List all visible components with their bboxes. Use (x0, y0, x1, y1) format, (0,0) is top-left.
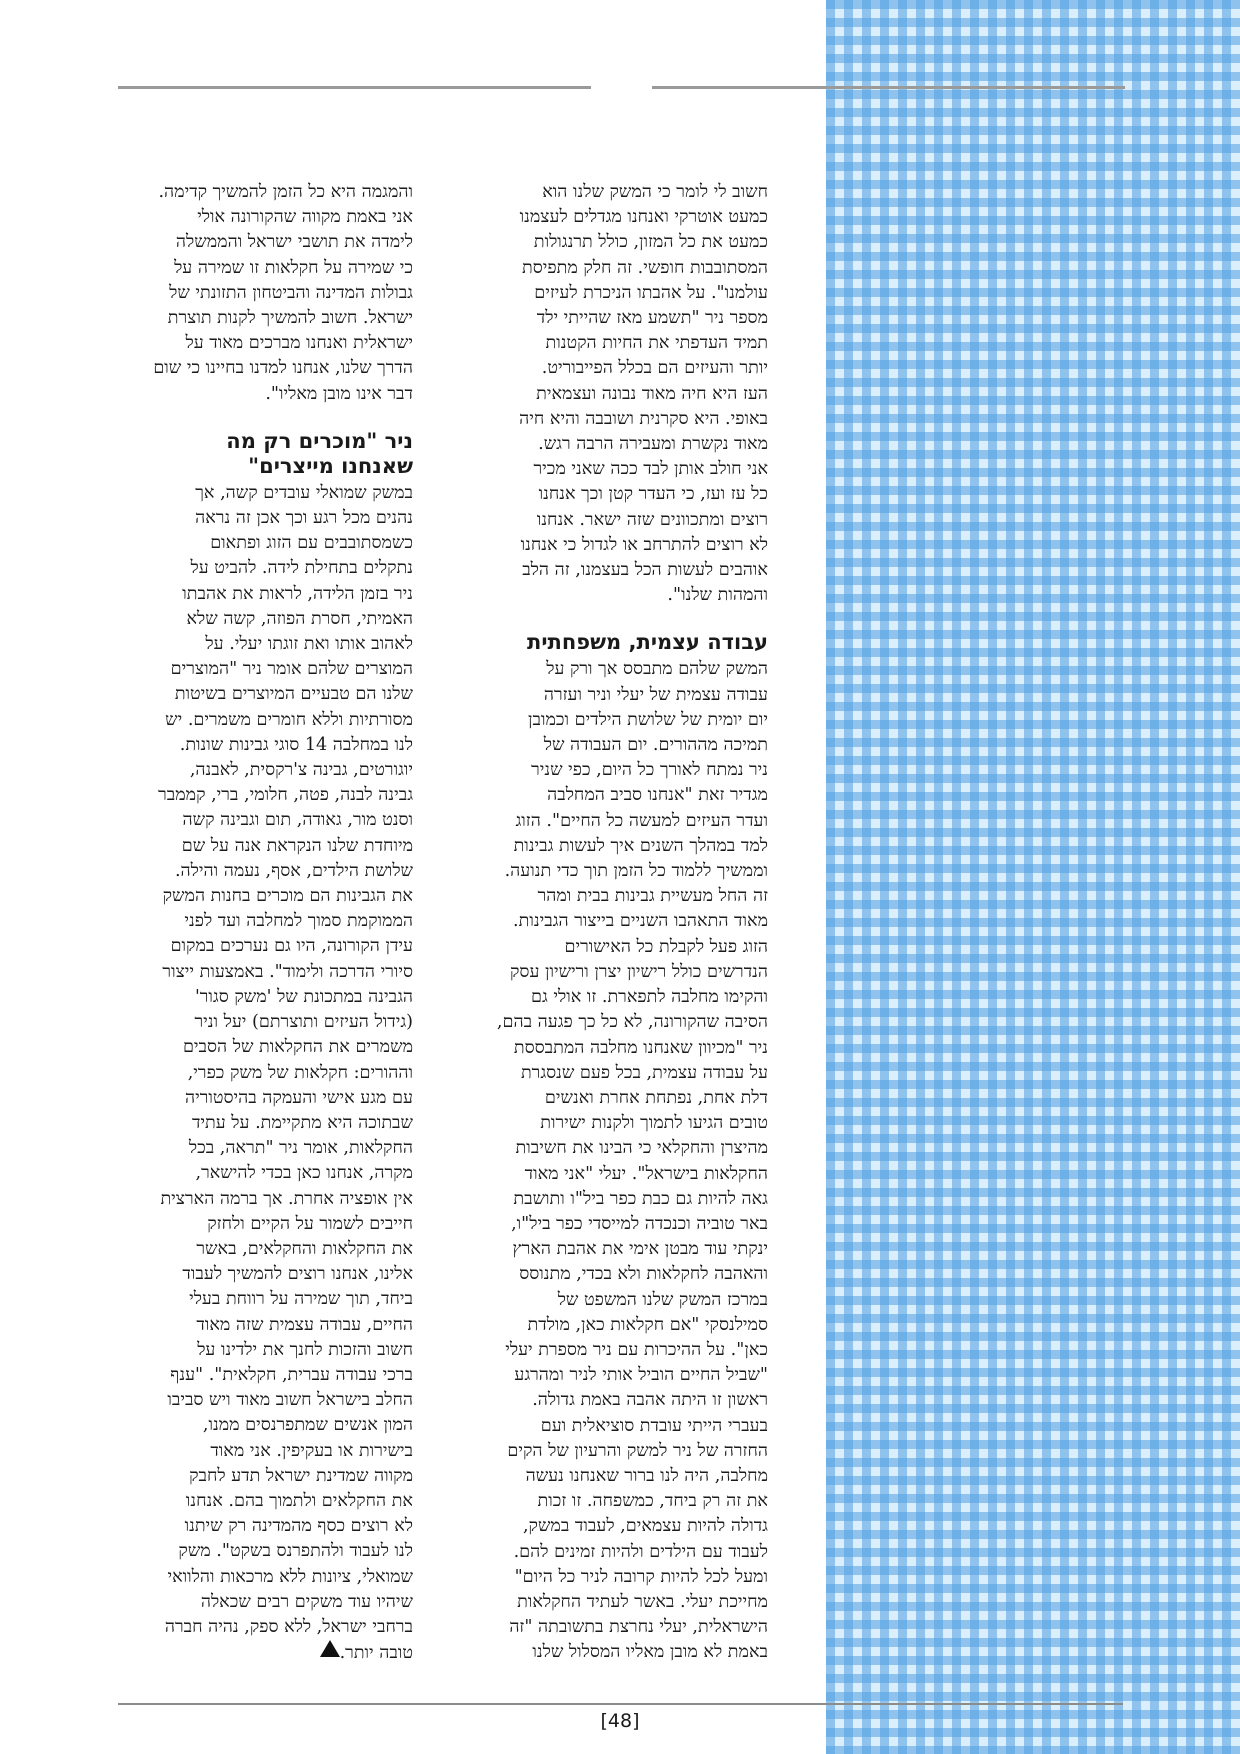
text-line: חשוב לי לומר כי המשק שלנו הוא (542, 182, 768, 202)
text-line: החקלאות, אומר ניר "תראה, בכל (188, 1138, 413, 1159)
text-line: וממשיך ללמוד כל הזמן תוך כדי תנועה. (504, 861, 768, 882)
text-line: לנו במחלבה 14 סוגי גבינות שונות. (179, 734, 413, 755)
text-line: עולמנו". על אהבתו הניכרת לעיזים (534, 282, 768, 303)
text-line: עידן הקורונה, היו גם נערכים במקום (170, 936, 413, 957)
text-line: מחלבה, היה לנו ברור שאנחנו נעשה (525, 1465, 768, 1486)
text-line: את החקלאות והחקלאים, באשר (196, 1238, 413, 1259)
text-line: לא רוצים להתרחב או לגדול כי אנחנו (520, 534, 768, 555)
text-line: וההורים: חקלאות של משק כפרי, (187, 1062, 413, 1083)
text-line: עבודה עצמית של יעלי וניר ועזרה (543, 684, 768, 705)
text-line: ישראל. חשוב להמשיך לקנות תוצרת (167, 308, 413, 329)
text-line: לא רוצים כסף מהמדינה רק שיתנו (184, 1516, 413, 1537)
text-line: באר טוביה וכנכדה למייסדי כפר ביל"ו, (511, 1213, 768, 1234)
text-line: ניר "מכיוון שאנחנו מחלבה המתבססת (513, 1037, 768, 1058)
text-line: נהנים מכל רגע וכך אכן זה נראה (195, 508, 413, 529)
text-line: מיוחדת שלנו הנקראת אנה על שם (181, 835, 413, 856)
right-body-paragraph (463, 657, 768, 1665)
text-line: מספר ניר "תשמע מאז שהייתי ילד (536, 308, 768, 329)
text-line: בישירות או בעקיפין. אני מאוד (210, 1440, 413, 1461)
text-line: ניר נמתח לאורך כל היום, כפי שניר (531, 760, 768, 781)
text-line: חייבים לשמור על הקיים ולחזק (207, 1213, 413, 1234)
gingham-pattern-panel (826, 0, 1240, 1754)
text-line: כל עז ועז, כי העדר קטן וכך אנחנו (538, 484, 768, 505)
heading-line: שאנחנו מייצרים" (248, 453, 413, 478)
text-line: סמילנסקי "אם חקלאות כאן, מולדת (527, 1314, 768, 1335)
text-line: ועדר העיזים למעשה כל החיים". הזוג (515, 810, 768, 831)
text-line: מגדיר זאת "אנחנו סביב המחלבה (547, 785, 768, 806)
text-line: לנו לעבוד ולהתפרנס בשקט". משק (178, 1541, 413, 1562)
text-line: דלת אחת, נפתחת אחרת ואנשים (544, 1087, 768, 1108)
text-line: הממוקמת סמוך למחלבה ועד לפני (184, 911, 413, 932)
section-heading-independent-family-work: עבודה עצמית, משפחתית (526, 630, 768, 655)
text-line: האמיתי, חסרת הפוזה, קשה שלא (186, 608, 413, 629)
text-line: אני חולב אותן לבד ככה שאני מכיר (533, 459, 768, 480)
text-line: דבר אינו מובן מאליו". (265, 383, 413, 404)
text-line: כמעט את כל המזון, כולל תרנגולות (533, 232, 768, 253)
text-line: אני באמת מקווה שהקורונה אולי (197, 207, 413, 228)
closing-line (118, 1640, 413, 1666)
text-line: המון אנשים שמתפרנסים ממנו, (202, 1415, 413, 1436)
text-line: ברכי עבודה עברית, חקלאית". "ענף (170, 1364, 413, 1385)
text-line: מאוד נקשרת ומעבירה הרבה רגש. (538, 434, 768, 455)
text-line: כאן". על ההיכרות עם ניר מספרת יעלי (505, 1339, 768, 1360)
text-line: החקלאות בישראל". יעלי "אני מאוד (524, 1163, 768, 1184)
left-body-paragraph (118, 481, 413, 1640)
text-line: גבולות המדינה והביטחון התזונתי של (169, 282, 413, 303)
text-line: גאה להיות גם כבת כפר ביל"ו ותושבת (513, 1188, 768, 1209)
text-line: מחייכת יעלי. באשר לעתיד החקלאות (517, 1591, 768, 1612)
text-line: את הגבינות הם מוכרים בחנות המשק (162, 886, 413, 907)
text-line: החלב בישראל חשוב מאוד ויש סביבו (167, 1390, 413, 1411)
text-line: יוגורטים, גבינה צ'רקסית, לאבנה, (189, 760, 413, 781)
end-of-article-triangle-icon (320, 1640, 340, 1657)
text-line: חשוב והזכות לחנך את ילדינו על (197, 1339, 413, 1360)
text-line: זה החל מעשיית גבינות בבית ומהר (537, 886, 768, 907)
text-line: המסתובבות חופשי. זה חלק מתפיסת (522, 257, 768, 278)
text-line: יום יומית של שלושת הילדים וכמובן (527, 709, 768, 730)
text-line: אוהבים לעשות הכל בעצמנו, זה הלב (522, 560, 768, 581)
text-line: נתקלים בתחילת לידה. להביט על (190, 558, 413, 579)
text-line: הסיבה שהקורונה, לא כל כך פגעה בהם, (496, 1012, 768, 1033)
text-line: אלינו, אנחנו רוצים להמשיך לעבוד (182, 1264, 413, 1285)
article-column-right (463, 180, 768, 1666)
text-line: מקרה, אנחנו כאן בכדי להישאר, (195, 1163, 413, 1184)
text-line: והמהות שלנו". (667, 585, 768, 606)
text-line: כמעט אוטרקי ואנחנו מגדלים לעצמנו (519, 207, 768, 228)
left-intro-paragraph (118, 180, 413, 407)
text-line: כי שמירה על חקלאות זו שמירה על (174, 257, 413, 278)
text-line: ראשון זו היתה אהבה באמת גדולה. (532, 1390, 768, 1411)
right-intro-paragraph (463, 180, 768, 608)
text-line: כשמסתובבים עם הזוג ופתאום (210, 533, 413, 554)
text-line: ברחבי ישראל, ללא ספק, נהיה חברה (164, 1616, 413, 1637)
text-line: לאהוב אותו ואת זוגתו יעלי. על (205, 634, 413, 655)
text-line: למד במהלך השנים איך לעשות גבינות (513, 835, 768, 856)
top-rule-left (118, 86, 591, 89)
text-line: יותר והעיזים הם בכלל הפייבוריט. (541, 358, 768, 379)
text-line: במשק שמואלי עובדים קשה, אך (195, 482, 413, 503)
text-line: מקווה שמדינת ישראל תדע לחבק (189, 1465, 413, 1486)
text-line: גדולה להיות עצמאים, לעבוד במשק, (522, 1516, 768, 1537)
text-line: הגבינה במתכונת של 'משק סגור' (194, 986, 413, 1007)
text-line: במרכז המשק שלנו המשפט של (557, 1289, 768, 1310)
article-column-left (118, 180, 413, 1666)
text-line: הזוג פעל לקבלת כל האישורים (564, 936, 768, 957)
text-line: וסנט מור, גאודה, תום וגבינה קשה (182, 810, 413, 831)
text-line: (גידול העיזים ותוצרתם) יעל וניר (194, 1012, 413, 1033)
heading-line: ניר "מוכרים רק מה (226, 428, 413, 453)
text-line: משמרים את החקלאות של הסבים (182, 1037, 413, 1058)
text-line: טובים הגיעו לתמוך ולקנות ישירות (540, 1113, 768, 1134)
text-line: המשק שלהם מתבסס אך ורק על (546, 659, 768, 680)
text-line: שלושת הילדים, אסף, נעמה והילה. (174, 860, 413, 881)
text-line: אין אופציה אחרת. אך ברמה הארצית (160, 1188, 413, 1209)
text-line: שלנו הם טבעיים המיוצרים בשיטות (174, 684, 413, 705)
text-line: את החקלאים ולתמוך בהם. אנחנו (185, 1490, 413, 1511)
text-line: והקימו מחלבה לתפארת. זו אולי גם (530, 987, 768, 1008)
text-line: תמיד העדפתי את החיות הקטנות (545, 333, 768, 354)
closing-text: טובה יותר. (339, 1643, 413, 1664)
text-line: שיהיו עוד משקים רבים שכאלה (200, 1591, 413, 1612)
text-line: באופי. היא סקרנית ושובבה והיא חיה (519, 408, 768, 429)
text-line: ישראלית ואנחנו מברכים מאוד על (185, 333, 413, 354)
text-line: באמת לא מובן מאליו המסלול שלנו (532, 1642, 768, 1663)
text-line: מאוד התאהבו השניים בייצור הגבינות. (513, 911, 768, 932)
text-line: רוצים ומתכוונים שזה ישאר. אנחנו (536, 509, 768, 530)
text-line: הנדרשים כולל רישיון יצרן ורישיון עסק (510, 961, 768, 982)
text-line: הישראלית, יעלי נחרצת בתשובתה "זה (509, 1617, 768, 1638)
text-line: ביחד, תוך שמירה על רווחת בעלי (189, 1289, 413, 1310)
text-line: על עבודה עצמית, בכל פעם שנסגרת (520, 1062, 768, 1083)
text-line: והמגמה היא כל הזמן להמשיך קדימה. (158, 182, 413, 202)
text-line: המוצרים שלהם אומר ניר "המוצרים (170, 659, 413, 680)
text-line: תמיכה מההורים. יום העבודה של (543, 735, 768, 756)
text-line: החיים, עבודה עצמית שזה מאוד (196, 1314, 413, 1335)
text-line: העז היא חיה מאוד נבונה ועצמאית (536, 383, 768, 404)
text-line: שמואלי, ציונות ללא מרכאות והלוואי (167, 1566, 413, 1587)
text-line: גבינה לבנה, פטה, חלומי, ברי, קממבר (158, 785, 413, 806)
top-rule-right (652, 86, 1125, 89)
text-line: "שביל החיים הוביל אותי לניר ומהרגע (514, 1365, 768, 1386)
text-line: והאהבה לחקלאות ולא בכדי, מתנוסס (519, 1264, 768, 1285)
text-line: ומעל לכל להיות קרובה לניר כל היום" (514, 1566, 768, 1587)
text-line: ינקתי עוד מבטן אימי את אהבת הארץ (512, 1239, 768, 1260)
text-line: מהיצרן והחקלאי כי הבינו את חשיבות (515, 1138, 768, 1159)
text-line: הדרך שלנו, אנחנו למדנו בחיינו כי שום (153, 358, 413, 379)
text-line: החזרה של ניר למשק והרעיון של הקים (507, 1440, 768, 1461)
bottom-rule (118, 1703, 1123, 1705)
text-line: ניר בזמן הלידה, לראות את אהבתו (182, 583, 413, 604)
section-heading-selling-what-we-make (118, 429, 413, 479)
text-line: שבתוכה היא מתקיימת. על עתיד (191, 1112, 413, 1133)
text-line: עם מגע אישי והעמקה בהיסטוריה (184, 1087, 413, 1108)
text-line: את זה רק ביחד, כמשפחה. זו זכות (537, 1491, 768, 1512)
page-number: [48] (600, 1710, 640, 1732)
text-line: בעברי הייתי עובדת סוציאלית ועם (540, 1415, 768, 1436)
text-line: מסורתיות וללא חומרים משמרים. יש (165, 709, 413, 730)
text-line: לעבוד עם הילדים ולהיות זמינים להם. (513, 1541, 768, 1562)
text-line: לימדה את תושבי ישראל והממשלה (175, 232, 413, 253)
text-line: סיורי הדרכה ולימוד". באמצעות ייצור (162, 961, 413, 982)
